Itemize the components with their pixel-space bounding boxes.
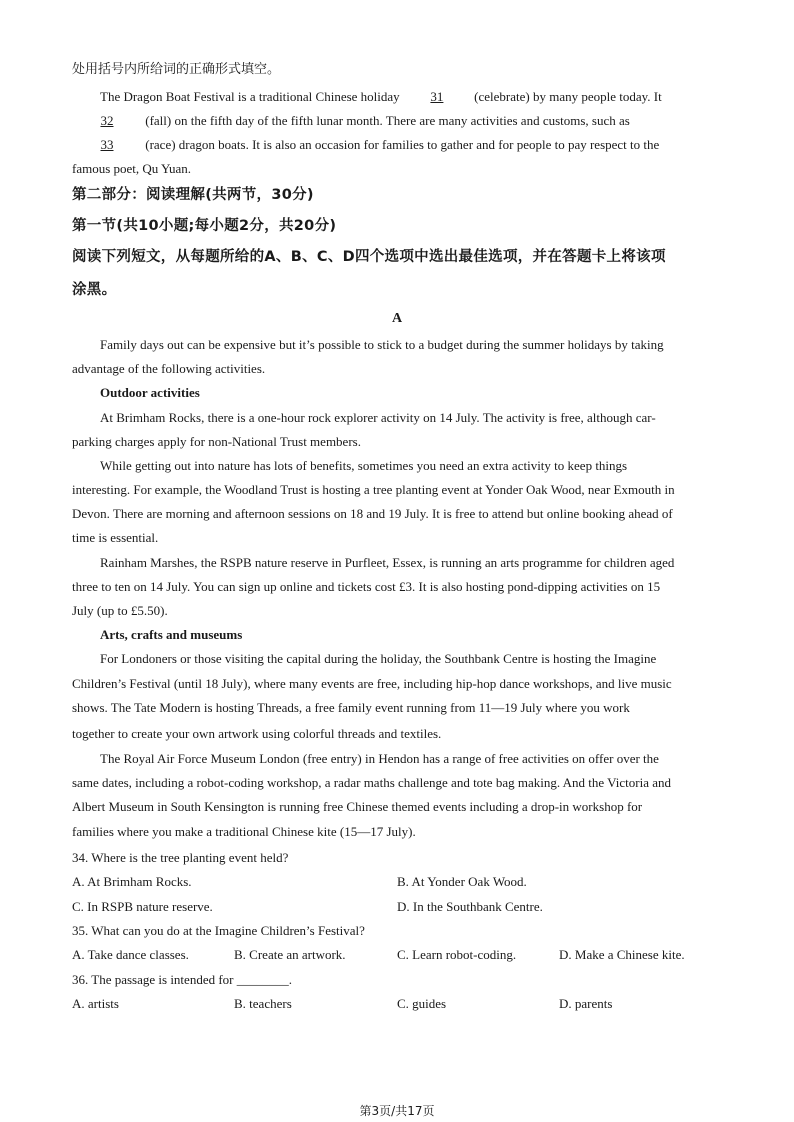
cloze-text: (celebrate) by many people today. It bbox=[470, 89, 662, 104]
passage-line: While getting out into nature has lots of benefits, sometimes you need an extra activity to keep things bbox=[100, 458, 628, 473]
cloze-line-3 bbox=[72, 136, 659, 154]
cloze-line-4: famous poet, Qu Yuan. bbox=[72, 161, 192, 176]
passage-letter: A bbox=[391, 311, 403, 326]
passage-line: For Londoners or those visiting the capital during the holiday, the Southbank Centre is hosting the Imagine bbox=[100, 651, 657, 666]
option-36a: A. artists bbox=[72, 996, 119, 1011]
passage-line: Rainham Marshes, the RSPB nature reserve in Purfleet, Essex, is running an arts programme for children aged bbox=[100, 555, 675, 570]
cloze-text: The Dragon Boat Festival is a traditional Chinese holiday bbox=[100, 89, 403, 104]
passage-line: Children’s Festival (until 18 July), where many events are free, including hip-hop dance workshops, and live music bbox=[72, 676, 672, 691]
passage-line: advantage of the following activities. bbox=[72, 361, 266, 376]
cloze-text: (race) dragon boats. It is also an occasion for families to gather and for people to pay respect to the bbox=[142, 137, 660, 152]
passage-line: same dates, including a robot-coding workshop, a radar maths challenge and tote bag making. And the Victoria and bbox=[72, 775, 671, 790]
question-36: 36. The passage is intended for ________. bbox=[72, 972, 292, 987]
subheading-outdoor: Outdoor activities bbox=[100, 385, 200, 400]
passage-line: Devon. There are morning and afternoon sessions on 18 and 19 July. It is free to attend but online booking ahead of bbox=[72, 506, 673, 521]
option-34c: C. In RSPB nature reserve. bbox=[72, 899, 213, 914]
option-35c: C. Learn robot-coding. bbox=[397, 947, 517, 962]
option-34b: B. At Yonder Oak Wood. bbox=[397, 874, 527, 889]
part2-title: 第二部分：阅读理解(共两节，30分) bbox=[72, 187, 314, 203]
section1-title: 第一节(共10小题;每小题2分，共20分) bbox=[72, 218, 337, 234]
passage-line: Family days out can be expensive but it’s possible to stick to a budget during the summer holidays by taking bbox=[100, 337, 664, 352]
passage-line: The Royal Air Force Museum London (free entry) in Hendon has a range of free activities on offer over the bbox=[100, 751, 659, 766]
passage-line: time is essential. bbox=[72, 530, 159, 545]
cloze-line-2 bbox=[72, 112, 630, 130]
passage-line: July (up to £5.50). bbox=[72, 603, 168, 618]
passage-line: shows. The Tate Modern is hosting Threads, a free family event running from 11—19 July where you work bbox=[72, 700, 630, 715]
option-34d: D. In the Southbank Centre. bbox=[397, 899, 543, 914]
blank-32: 32 bbox=[100, 113, 114, 128]
blank-31: 31 bbox=[430, 89, 444, 104]
passage-line: families where you make a traditional Chinese kite (15—17 July). bbox=[72, 824, 416, 839]
option-36c: C. guides bbox=[397, 996, 447, 1011]
option-35b: B. Create an artwork. bbox=[234, 947, 346, 962]
cloze-line-1 bbox=[100, 88, 662, 106]
passage-line: interesting. For example, the Woodland Trust is hosting a tree planting event at Yonder Oak Wood, near Exmouth in bbox=[72, 482, 675, 497]
blank-33: 33 bbox=[100, 137, 114, 152]
passage-line: At Brimham Rocks, there is a one-hour rock explorer activity on 14 July. The activity is free, although car- bbox=[100, 410, 656, 425]
option-35a: A. Take dance classes. bbox=[72, 947, 189, 962]
reading-instruction-1: 阅读下列短文，从每题所给的A、B、C、D四个选项中选出最佳选项，并在答题卡上将该项 bbox=[72, 249, 666, 265]
page-number: 第3页/共17页 bbox=[359, 1104, 435, 1118]
question-35: 35. What can you do at the Imagine Children’s Festival? bbox=[72, 923, 365, 938]
subheading-arts: Arts, crafts and museums bbox=[100, 627, 243, 642]
passage-line: Albert Museum in South Kensington is running free Chinese themed events including a drop-in workshop for bbox=[72, 799, 643, 814]
option-36d: D. parents bbox=[559, 996, 613, 1011]
passage-line: together to create your own artwork using colorful threads and textiles. bbox=[72, 726, 442, 741]
option-35d: D. Make a Chinese kite. bbox=[559, 947, 685, 962]
reading-instruction-2: 涂黑。 bbox=[72, 282, 117, 298]
cloze-text: (fall) on the fifth day of the fifth lunar month. There are many activities and customs, such as bbox=[142, 113, 630, 128]
option-34a: A. At Brimham Rocks. bbox=[72, 874, 192, 889]
passage-line: three to ten on 14 July. You can sign up online and tickets cost £3. It is also hosting pond-dipping activities on 15 bbox=[72, 579, 661, 594]
option-36b: B. teachers bbox=[234, 996, 292, 1011]
cloze-instruction: 处用括号内所给词的正确形式填空。 bbox=[72, 62, 281, 77]
question-34: 34. Where is the tree planting event held? bbox=[72, 850, 289, 865]
passage-line: parking charges apply for non-National Trust members. bbox=[72, 434, 361, 449]
